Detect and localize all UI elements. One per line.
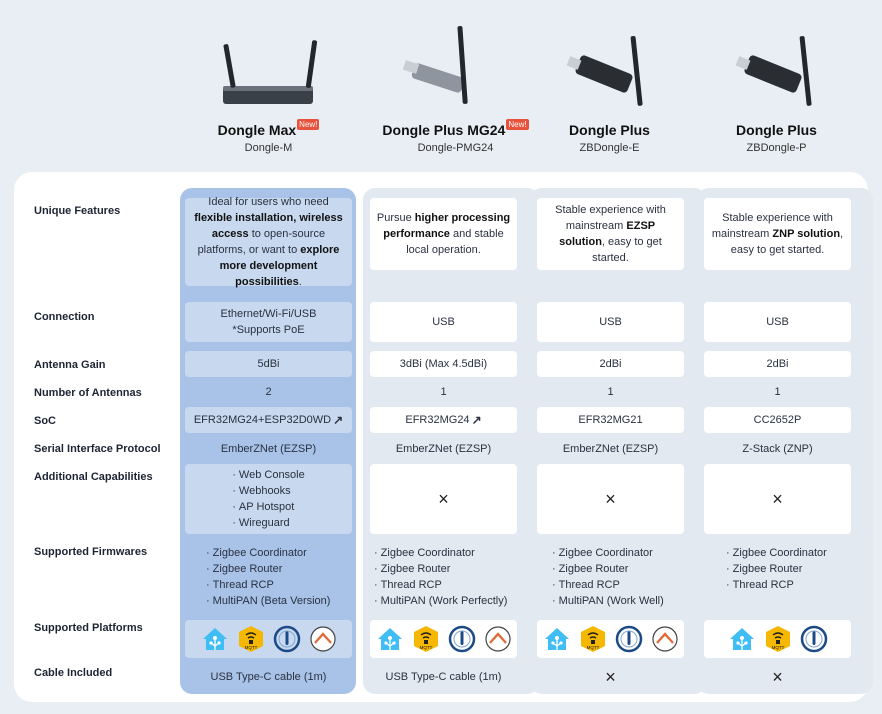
serial-cell-dongle-plus-e: EmberZNet (EZSP) [562,443,659,455]
product-name: Dongle Plus MG24 New! [382,120,527,138]
home-assistant-icon [376,625,404,653]
home-assistant-icon [201,625,229,653]
antennas-cell-dongle-plus-mg24: 1 [440,386,447,398]
cross-icon: × [605,489,616,509]
openhab-icon [448,625,476,653]
product-dongle-plus-p [693,0,860,172]
additional-cell-dongle-max [185,464,352,534]
firmware-item: · Zigbee Coordinator [726,545,827,561]
firmware-list-dongle-plus-p [726,545,827,593]
firmware-list-dongle-plus-e [552,545,664,609]
new-badge: New! [299,120,318,129]
cable-cell-dongle-plus-p [704,666,851,688]
product-dongle-plus-mg24 [372,0,539,172]
connection-cell-dongle-max: Ethernet/Wi-Fi/USB *Supports PoE [185,302,352,342]
soc-cell-dongle-plus-p: CC2652P [704,407,851,433]
row-label-antenna-gain: Antenna Gain [34,359,106,371]
mqtt-icon [412,625,440,653]
product-model: Dongle-M [244,142,293,154]
capability-item: · Wireguard [232,515,305,531]
soc-cell-dongle-max[interactable]: EFR32MG24+ESP32D0WD ↗ [185,407,352,433]
dongle-plus-e-image [526,14,693,114]
feature-cell-dongle-plus-e: Stable experience with mainstream EZSP solution, easy to get started. [537,198,684,270]
soc-cell-dongle-plus-mg24[interactable]: EFR32MG24 ↗ [370,407,517,433]
dongle-max-image [185,14,352,114]
capability-item: · Web Console [232,467,305,483]
product-name: Dongle Plus [569,122,650,138]
connection-cell-dongle-plus-p: USB [704,302,851,342]
row-label-cable-included: Cable Included [34,667,113,679]
firmware-item: · MultiPAN (Work Perfectly) [374,593,507,609]
platforms-cell-dongle-plus-e [537,620,684,658]
antennas-cell-dongle-max: 2 [265,386,272,398]
new-badge: New! [508,120,527,129]
row-label-unique-features: Unique Features [34,205,121,217]
product-model: ZBDongle-P [746,142,807,154]
additional-cell-dongle-plus-mg24 [370,464,517,534]
firmware-list-dongle-max [206,545,330,609]
product-dongle-plus-e [526,0,693,172]
platforms-cell-dongle-max [185,620,352,658]
row-label-supported-firmwares: Supported Firmwares [34,546,148,558]
svg-text:MQTT: MQTT [586,645,599,650]
cable-cell-dongle-max: USB Type-C cable (1m) [210,671,327,683]
product-name: Dongle Max New! [217,120,318,138]
svg-text:MQTT: MQTT [244,645,257,650]
soc-cell-dongle-plus-e: EFR32MG21 [537,407,684,433]
homey-icon [309,625,337,653]
firmware-item: · Zigbee Coordinator [206,545,330,561]
firmware-item: · Thread RCP [552,577,664,593]
serial-cell-dongle-max: EmberZNet (EZSP) [220,443,317,455]
row-label-serial-protocol: Serial Interface Protocol [34,443,161,455]
product-dongle-max [185,0,352,172]
row-label-soc: SoC [34,415,56,427]
external-link-arrow-icon[interactable]: ↗ [471,413,482,427]
connection-cell-dongle-plus-e: USB [537,302,684,342]
firmware-list-dongle-plus-mg24 [374,545,507,609]
cross-icon: × [438,489,449,509]
firmware-item: · Zigbee Router [374,561,507,577]
product-name: Dongle Plus [736,122,817,138]
openhab-icon [273,625,301,653]
row-label-connection: Connection [34,311,95,323]
svg-text:MQTT: MQTT [771,645,784,650]
openhab-icon [615,625,643,653]
row-label-supported-platforms: Supported Platforms [34,622,143,634]
homey-icon [484,625,512,653]
firmware-item: · Zigbee Coordinator [552,545,664,561]
antenna-gain-cell-dongle-plus-p: 2dBi [704,351,851,377]
svg-text:MQTT: MQTT [419,645,432,650]
feature-cell-dongle-plus-mg24: Pursue higher processing performance and stable local operation. [370,198,517,270]
additional-cell-dongle-plus-p [704,464,851,534]
feature-cell-dongle-max: Ideal for users who need flexible installation, wireless access to open-source platforms, or want to explore more development possibilities. [185,198,352,286]
serial-cell-dongle-plus-p: Z-Stack (ZNP) [742,443,813,455]
cross-icon: × [772,489,783,509]
cross-icon: × [605,667,616,687]
antennas-cell-dongle-plus-e: 1 [607,386,614,398]
antenna-gain-cell-dongle-plus-mg24: 3dBi (Max 4.5dBi) [370,351,517,377]
platforms-cell-dongle-plus-p [704,620,851,658]
openhab-icon [800,625,828,653]
dongle-plus-p-image [693,14,860,114]
capability-item: · Webhooks [232,483,305,499]
antenna-gain-cell-dongle-max: 5dBi [185,351,352,377]
home-assistant-icon [543,625,571,653]
product-model: ZBDongle-E [579,142,640,154]
row-label-additional-capabilities: Additional Capabilities [34,471,153,483]
product-model: Dongle-PMG24 [417,142,494,154]
mqtt-icon [764,625,792,653]
firmware-item: · Zigbee Router [726,561,827,577]
firmware-item: · Zigbee Coordinator [374,545,507,561]
home-assistant-icon [728,625,756,653]
cross-icon: × [772,667,783,687]
connection-cell-dongle-plus-mg24: USB [370,302,517,342]
antennas-cell-dongle-plus-p: 1 [774,386,781,398]
platforms-cell-dongle-plus-mg24 [370,620,517,658]
firmware-item: · Zigbee Router [206,561,330,577]
cable-cell-dongle-plus-mg24: USB Type-C cable (1m) [385,671,502,683]
row-label-number-of-antennas: Number of Antennas [34,387,142,399]
capability-item: · AP Hotspot [232,499,305,515]
dongle-plus-mg24-image [372,14,539,114]
firmware-item: · Thread RCP [374,577,507,593]
cable-cell-dongle-plus-e [537,666,684,688]
feature-cell-dongle-plus-p: Stable experience with mainstream ZNP solution, easy to get started. [704,198,851,270]
firmware-item: · MultiPAN (Work Well) [552,593,664,609]
mqtt-icon [579,625,607,653]
firmware-item: · MultiPAN (Beta Version) [206,593,330,609]
firmware-item: · Thread RCP [206,577,330,593]
firmware-item: · Thread RCP [726,577,827,593]
homey-icon [651,625,679,653]
external-link-arrow-icon[interactable]: ↗ [333,413,344,427]
additional-cell-dongle-plus-e [537,464,684,534]
antenna-gain-cell-dongle-plus-e: 2dBi [537,351,684,377]
firmware-item: · Zigbee Router [552,561,664,577]
mqtt-icon [237,625,265,653]
serial-cell-dongle-plus-mg24: EmberZNet (EZSP) [395,443,492,455]
